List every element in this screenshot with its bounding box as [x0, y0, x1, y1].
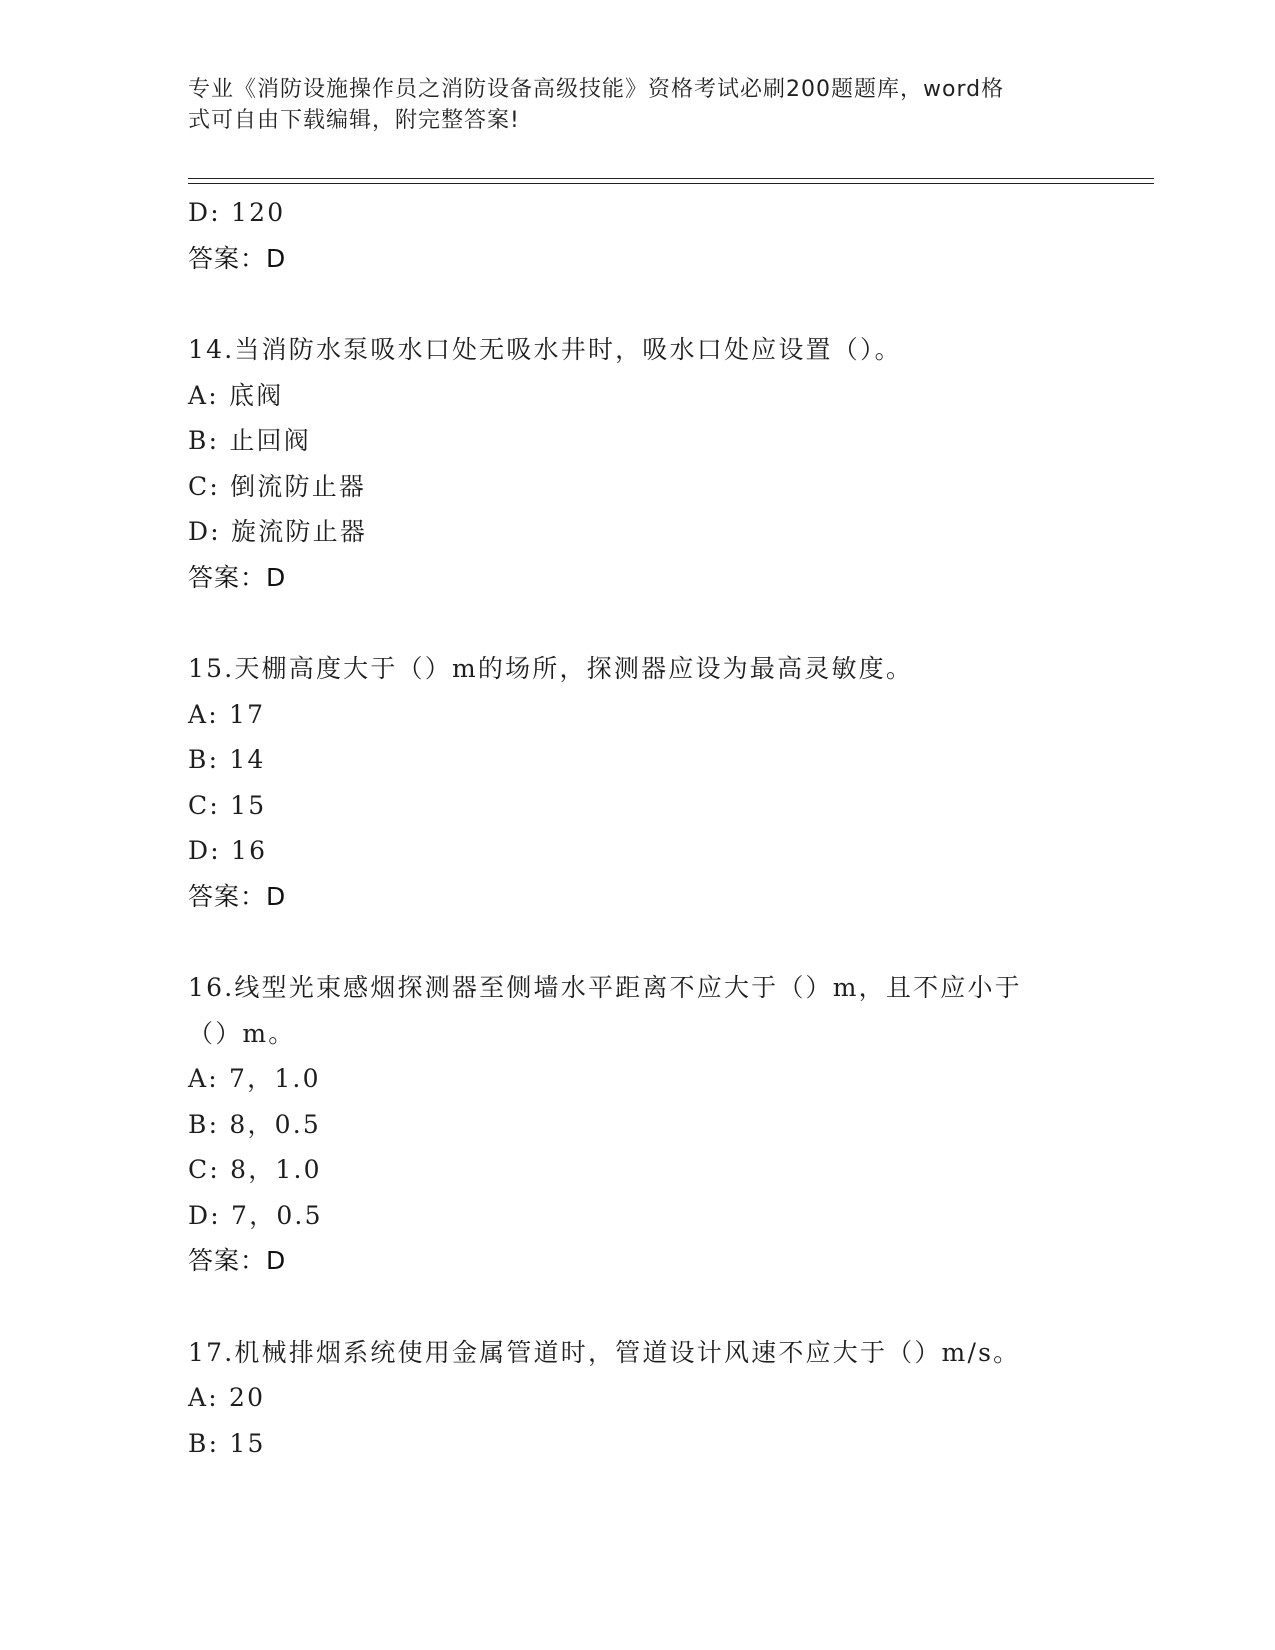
- question-text-line-2: （）m。: [188, 1018, 296, 1048]
- spacer: [188, 1284, 1088, 1330]
- answer-line: 答案：D: [188, 243, 287, 273]
- option-a: A: 20: [188, 1383, 266, 1412]
- option-a: A: 7，1.0: [188, 1064, 321, 1093]
- question-block-16: [188, 965, 1088, 1284]
- question-block-13: [188, 190, 1088, 281]
- option-b: B: 8，0.5: [188, 1109, 322, 1139]
- header-divider-top: [188, 178, 1154, 179]
- header-divider-bottom: [188, 183, 1154, 184]
- spacer: [188, 600, 1088, 646]
- option-a: A: 底阀: [188, 380, 284, 410]
- option-d: D: 7，0.5: [188, 1200, 323, 1230]
- question-text: 15.天棚高度大于（）m的场所，探测器应设为最高灵敏度。: [188, 654, 914, 683]
- option-c: C: 倒流防止器: [188, 471, 367, 501]
- document-header: [188, 74, 1068, 136]
- question-text: 17.机械排烟系统使用金属管道时，管道设计风速不应大于（）m/s。: [188, 1337, 1021, 1367]
- question-block-15: [188, 646, 1088, 919]
- question-text: 14.当消防水泵吸水口处无吸水井时，吸水口处应设置（）。: [188, 335, 902, 364]
- option-d: D: 16: [188, 836, 268, 865]
- spacer: [188, 919, 1088, 965]
- question-block-17: [188, 1330, 1088, 1467]
- question-list: [188, 190, 1088, 1466]
- answer-line: 答案：D: [188, 1246, 287, 1275]
- option-d: D: 120: [188, 198, 286, 227]
- answer-line: 答案：D: [188, 881, 287, 911]
- question-block-14: [188, 327, 1088, 600]
- option-b: B: 14: [188, 745, 266, 774]
- header-title-line-2: 式可自由下载编辑，附完整答案!: [188, 108, 520, 133]
- option-b: B: 15: [188, 1428, 266, 1458]
- answer-line: 答案：D: [188, 562, 287, 592]
- option-c: C: 15: [188, 790, 267, 820]
- question-text-line-1: 16.线型光束感烟探测器至侧墙水平距离不应大于（）m，且不应小于: [188, 973, 1022, 1002]
- spacer: [188, 281, 1088, 327]
- option-c: C: 8，1.0: [188, 1155, 322, 1184]
- option-b: B: 止回阀: [188, 426, 311, 455]
- header-title-line-1: 专业《消防设施操作员之消防设备高级技能》资格考试必刷200题题库，word格: [188, 77, 1005, 102]
- option-d: D: 旋流防止器: [188, 517, 368, 546]
- option-a: A: 17: [188, 699, 266, 729]
